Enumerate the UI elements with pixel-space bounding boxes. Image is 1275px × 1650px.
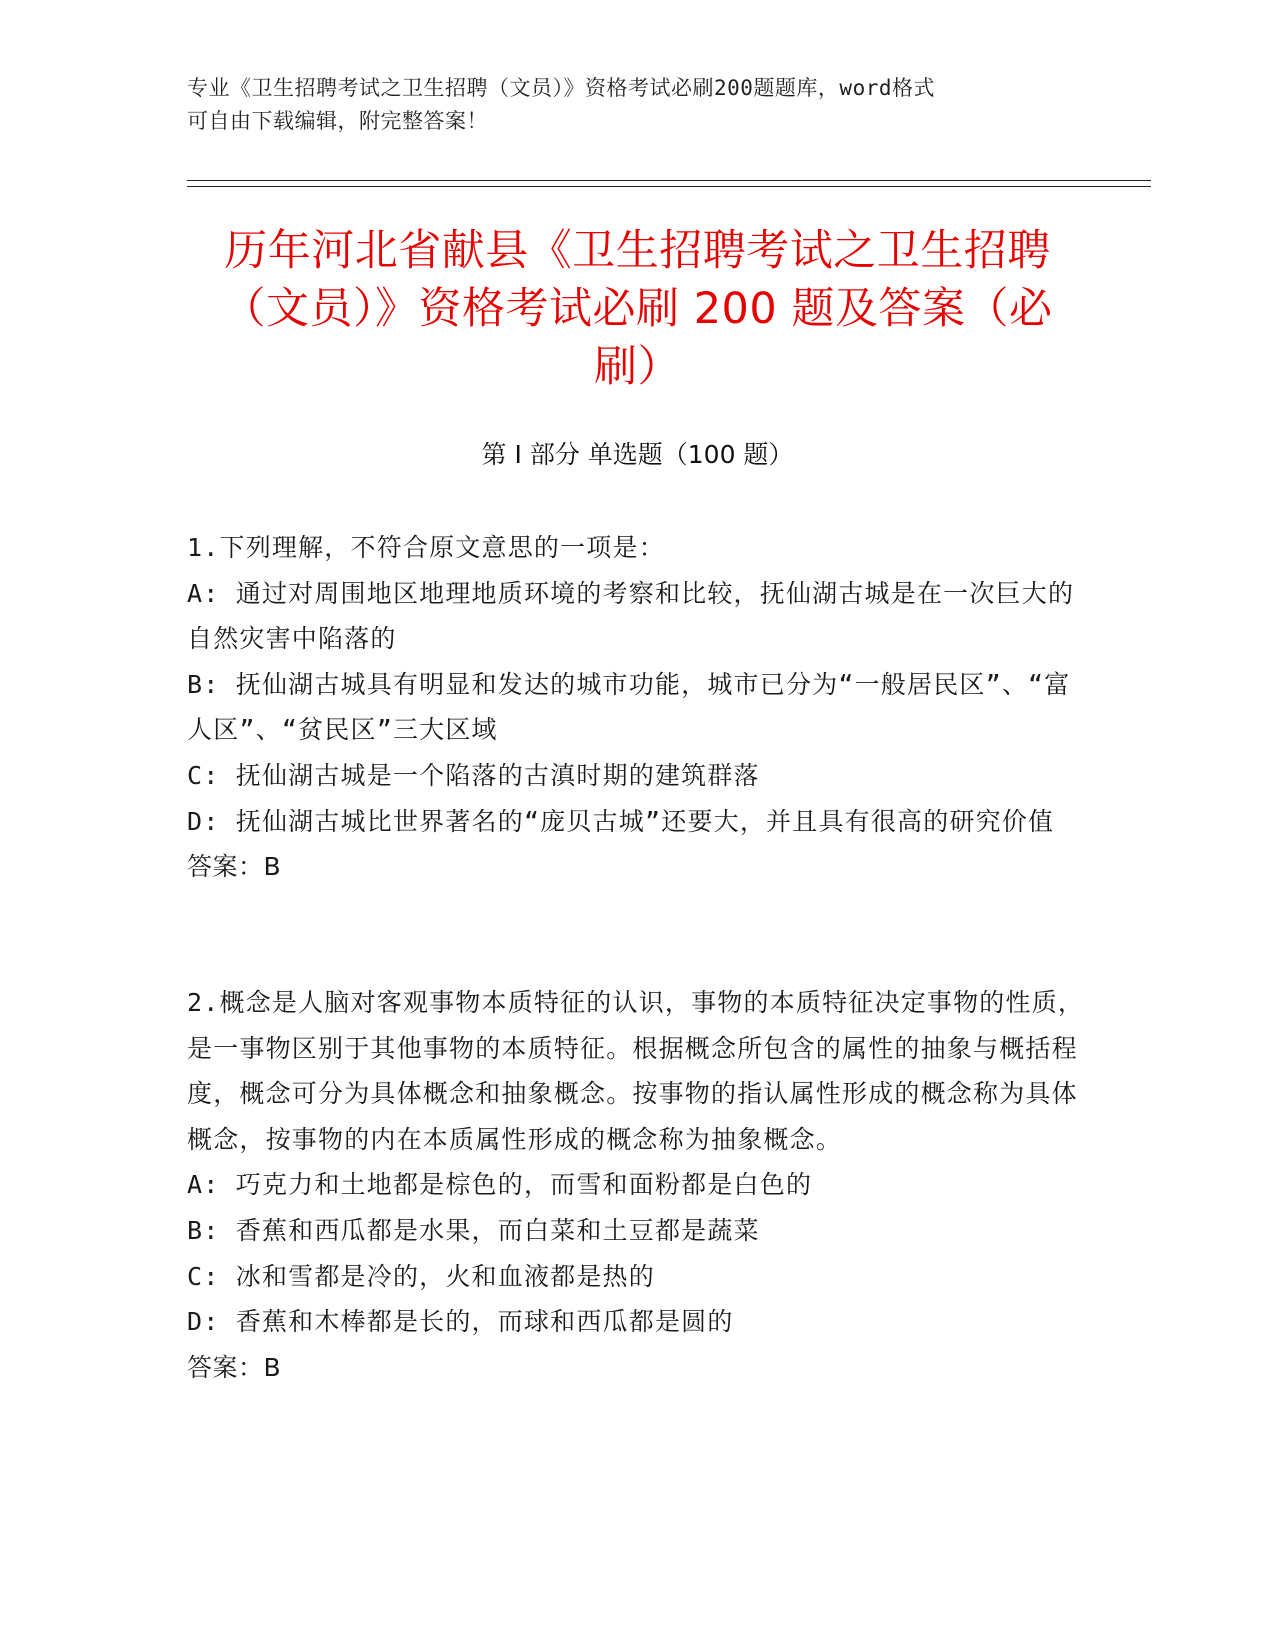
option-c: C: 冰和雪都是冷的，火和血液都是热的 bbox=[187, 1261, 655, 1291]
document-title-line-2: （文员）》资格考试必刷 200 题及答案（必 bbox=[222, 284, 1053, 334]
question-1 bbox=[187, 525, 1087, 890]
header-divider-bottom bbox=[187, 186, 1151, 187]
header-note-line-2: 可自由下载编辑，附完整答案！ bbox=[187, 109, 488, 133]
question-stem: 1.下列理解，不符合原文意思的一项是： bbox=[187, 533, 665, 562]
option-a: A: 通过对周围地区地理地质环境的考察和比较，抚仙湖古城是在一次巨大的自然灾害中陷落的 bbox=[187, 578, 1075, 654]
option-b: B: 抚仙湖古城具有明显和发达的城市功能，城市已分为“一般居民区”、“富人区”、“贫民区”三大区域 bbox=[187, 669, 1071, 745]
option-b: B: 香蕉和西瓜都是水果，而白菜和土豆都是蔬菜 bbox=[187, 1215, 760, 1245]
header-divider-top bbox=[187, 180, 1151, 181]
answer-text: 答案：B bbox=[187, 852, 282, 882]
answer-text: 答案：B bbox=[187, 1352, 282, 1382]
option-d: D: 抚仙湖古城比世界著名的“庞贝古城”还要大，并且具有很高的研究价值 bbox=[187, 806, 1055, 836]
document-title-line-1: 历年河北省献县《卫生招聘考试之卫生招聘 bbox=[224, 226, 1051, 276]
section-heading: 第 I 部分 单选题（100 题） bbox=[481, 440, 794, 469]
question-2 bbox=[187, 980, 1087, 1390]
document-title bbox=[160, 222, 1115, 396]
question-stem: 2.概念是人脑对客观事物本质特征的认识，事物的本质特征决定事物的性质，是一事物区别于其他事物的本质特征。根据概念所包含的属性的抽象与概括程度，概念可分为具体概念和抽象概念。按事物的指认属性形成的概念称为具体概念，按事物的内在本质属性形成的概念称为抽象概念。 bbox=[187, 988, 1085, 1154]
option-d: D: 香蕉和木棒都是长的，而球和西瓜都是圆的 bbox=[187, 1307, 734, 1337]
header-note-line-1: 专业《卫生招聘考试之卫生招聘（文员）》资格考试必刷200题题库，word格式 bbox=[187, 76, 935, 100]
header-note bbox=[187, 72, 1067, 138]
document-title-line-3: 刷） bbox=[594, 342, 681, 392]
option-c: C: 抚仙湖古城是一个陷落的古滇时期的建筑群落 bbox=[187, 760, 760, 790]
option-a: A: 巧克力和土地都是棕色的，而雪和面粉都是白色的 bbox=[187, 1170, 813, 1200]
